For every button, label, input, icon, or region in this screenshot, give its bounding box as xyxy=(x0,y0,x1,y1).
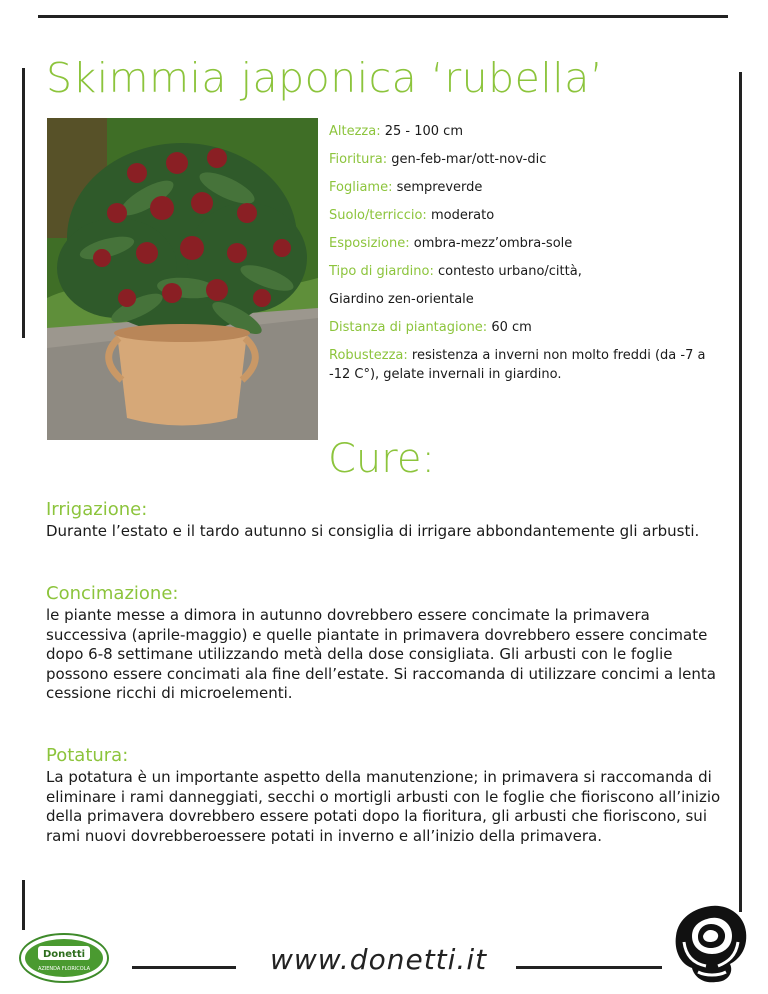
section-concimazione xyxy=(46,582,730,704)
spec-tipo-giardino: Tipo di giardino: contesto urbano/città, xyxy=(329,264,582,279)
spec-altezza: Altezza: 25 - 100 cm xyxy=(329,124,463,139)
spec-suolo: Suolo/terriccio: moderato xyxy=(329,208,495,223)
rose-icon xyxy=(672,902,750,986)
section-text: le piante messe a dimora in autunno dovrebbero essere concimate la primavera successiva (aprile-maggio) e quelle piantate in primavera dovrebbero essere concimate dopo 6-8 settimane utilizzando metà della dose consigliata. Gli arbusti con le foglie possono essere concimati ala fine dell’estate. Si raccomanda di utilizzare concimi a lenta cessione ricchi di microelementi. xyxy=(46,606,716,702)
plant-specs xyxy=(329,118,729,384)
spec-esposizione: Esposizione: ombra-mezz’ombra-sole xyxy=(329,236,573,251)
section-title: Concimazione: xyxy=(46,583,179,604)
logo-subtext: AZIENDA FLORICOLA xyxy=(37,966,91,972)
plant-photo xyxy=(47,118,318,440)
spec-distanza: Distanza di piantagione: 60 cm xyxy=(329,320,532,335)
section-irrigazione xyxy=(46,498,730,542)
top-rule xyxy=(38,15,728,18)
cure-heading: Cure: xyxy=(328,436,435,482)
spec-tipo-giardino-cont: Giardino zen-orientale xyxy=(329,292,474,307)
section-title: Irrigazione: xyxy=(46,499,148,520)
section-text: La potatura è un importante aspetto della manutenzione; in primavera si raccomanda di eliminare i rami danneggiati, secchi o mortigli arbusti con le foglie che fioriscono all’inizio della primavera dovrebbero essere potati dopo la fioritura, gli arbusti che fioriscono, sui rami nuovi dovrebberoessere potati in inverno e all’inizio della primavera. xyxy=(46,768,721,845)
left-rule xyxy=(22,68,25,338)
right-rule xyxy=(739,72,742,912)
section-text: Durante l’estato e il tardo autunno si consiglia di irrigare abbondantemente gli arbusti. xyxy=(46,522,700,540)
spec-robustezza: Robustezza: resistenza a inverni non molto freddi (da -7 a -12 C°), gelate invernali in giardino. xyxy=(329,348,706,382)
section-potatura xyxy=(46,744,730,846)
section-title: Potatura: xyxy=(46,745,129,766)
website-link[interactable]: www.donetti.it xyxy=(270,943,488,976)
donetti-logo-icon xyxy=(18,932,110,984)
page-title: Skimmia japonica ‘rubella’ xyxy=(46,54,604,102)
footer-rule-right xyxy=(516,966,662,969)
spec-fogliame: Fogliame: sempreverde xyxy=(329,180,483,195)
logo-text: Donetti xyxy=(42,949,86,960)
left-rule-bottom xyxy=(22,880,25,930)
spec-fioritura: Fioritura: gen-feb-mar/ott-nov-dic xyxy=(329,152,547,167)
plant-illustration xyxy=(47,118,318,440)
footer-rule-left xyxy=(132,966,236,969)
